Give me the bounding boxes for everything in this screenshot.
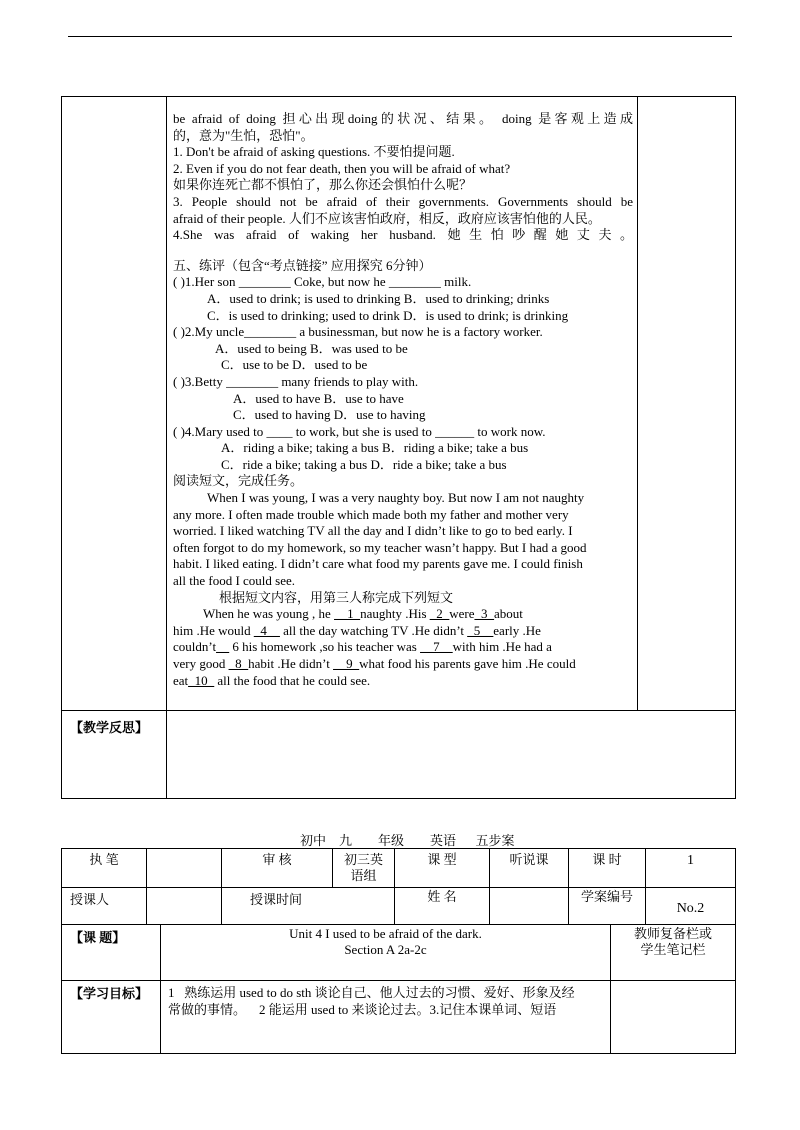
- summary-text: were: [449, 606, 475, 622]
- topic-label: 【课 题】: [70, 930, 126, 945]
- summary-text: about: [494, 606, 523, 622]
- lesson-type-label: 课 型: [427, 852, 457, 867]
- blank-10: _10_: [188, 672, 215, 688]
- example-sentence: afraid of their people. 人们不应该害怕政府，相反，政府应该害怕他的人民。: [173, 210, 601, 226]
- passage-line: all the food I could see.: [173, 573, 296, 589]
- writer-label: 执 笔: [89, 852, 119, 867]
- reading-heading: 阅读短文，完成任务。: [173, 473, 304, 489]
- lesson-info-table: [61, 848, 736, 1054]
- teaching-reflection-label: 【教学反思】: [70, 720, 149, 735]
- passage-line: When I was young, I was a very naughty boy. But now I am not naughty: [207, 490, 585, 506]
- lesson-time-label: 授课时间: [250, 892, 303, 907]
- blank-1: __1_: [334, 606, 361, 622]
- blank-4: _4__: [253, 622, 280, 638]
- passage-line: worried. I liked watching TV all the day and I didn’t like to go to bed early. I: [173, 523, 573, 539]
- summary-line: [173, 639, 633, 656]
- period-label: 课 时: [592, 852, 622, 867]
- example-sentence: 2. Even if you do not fear death, then you will be afraid of what?: [173, 160, 511, 176]
- example-sentence: 1. Don't be afraid of asking questions. 不要怕提问题.: [173, 144, 455, 160]
- example-sentence: 4.She was afraid of waking her husband. 她生怕吵醒她丈夫。: [173, 227, 633, 243]
- review-label: 审 核: [262, 852, 292, 867]
- summary-text: eat: [173, 672, 189, 688]
- name-label: 姓 名: [427, 889, 457, 904]
- table-divider: [62, 924, 735, 925]
- grammar-note: 的，意为"生怕，恐怕"。: [173, 127, 314, 143]
- question: ( )3.Betty ________ many friends to play with.: [173, 373, 419, 389]
- grammar-note: be afraid of doing 担心出现doing的状况、结果。 doing 是客观上造成: [173, 111, 633, 126]
- case-number-label: 学案编号: [580, 889, 633, 904]
- question-options: C．ride a bike; taking a bus D．ride a bike; take a bus: [221, 456, 507, 472]
- question: ( )1.Her son ________ Coke, but now he ________ milk.: [173, 274, 472, 290]
- blank-5: _5__: [467, 622, 494, 638]
- teacher-label: 授课人: [70, 892, 110, 907]
- question-options: A．riding a bike; taking a bus B．riding a bike; take a bus: [221, 440, 529, 456]
- question-options: C．is used to drinking; used to drink D．is used to drink; is drinking: [207, 307, 569, 323]
- lesson-type-value: 听说课: [509, 852, 549, 867]
- table-divider: [637, 97, 638, 710]
- blank-2: _2_: [429, 606, 450, 622]
- topic-section: Section A 2a-2c: [344, 942, 427, 957]
- notes-column-title: 教师复备栏或: [633, 926, 712, 941]
- blank-7: __7__: [420, 639, 453, 655]
- summary-line: [173, 623, 633, 640]
- summary-text: naughty .His: [360, 606, 430, 622]
- learning-goal-text: 常做的事情。 2 能运用 used to 来谈论过去。3.记住本课单词、短语: [168, 1002, 557, 1017]
- question-options: C．use to be D．used to be: [221, 357, 368, 373]
- summary-text: all the food that he could see.: [214, 672, 371, 688]
- question: ( )2.My uncle________ a businessman, but now he is a factory worker.: [173, 324, 543, 340]
- summary-line: [173, 673, 633, 690]
- summary-text: 6 his homework ,so his teacher was: [229, 639, 421, 655]
- section-heading: 五、练评（包含“考点链接” 应用探究 6分钟）: [173, 257, 432, 273]
- passage-line: habit. I liked eating. I didn’t care what food my parents gave me. I could finish: [173, 556, 583, 572]
- task-heading: 根据短文内容，用第三人称完成下列短文: [219, 589, 454, 605]
- blank-6: __: [216, 639, 230, 655]
- summary-text: early .He: [493, 622, 541, 638]
- review-value: 初三英: [343, 852, 383, 867]
- topic-title: Unit 4 I used to be afraid of the dark.: [289, 926, 482, 941]
- header-rule: [68, 36, 732, 37]
- question-options: A．used to have B．use to have: [233, 390, 404, 406]
- summary-line: [173, 606, 633, 623]
- question-options: A．used to being B．was used to be: [215, 340, 408, 356]
- summary-line: [173, 656, 633, 673]
- case-number-value: No.2: [676, 901, 705, 916]
- blank-3: _3_: [474, 606, 495, 622]
- summary-text: couldn’t: [173, 639, 217, 655]
- blank-9: __9_: [333, 656, 360, 671]
- summary-text: very good: [173, 656, 229, 671]
- passage-line: any more. I often made trouble which made both my father and mother very: [173, 506, 569, 522]
- review-value: 语组: [350, 868, 377, 883]
- lesson-content: [173, 111, 633, 689]
- lesson-table-upper: [61, 96, 736, 799]
- learning-goal-text: 1 熟练运用 used to do sth 谈论自己、他人过去的习惯、爱好、形象及经: [168, 985, 575, 1000]
- notes-column-title: 学生笔记栏: [640, 942, 706, 957]
- summary-text: him .He would: [173, 622, 254, 638]
- summary-text: what food his parents gave him .He could: [359, 656, 576, 671]
- table-divider: [62, 887, 735, 888]
- summary-text: When he was young , he: [203, 606, 335, 622]
- passage-line: often forgot to do my homework, so my teacher wasn’t happy. But I had a good: [173, 539, 587, 555]
- example-translation: 如果你连死亡都不惧怕了，那么你还会惧怕什么呢？: [173, 177, 473, 193]
- example-sentence: 3. People should not be afraid of their governments. Governments should be: [173, 193, 633, 209]
- period-value: 1: [687, 853, 694, 868]
- summary-text: with him .He had a: [452, 639, 552, 655]
- table-divider: [146, 849, 147, 924]
- page-subtitle: 初中 九 年级 英语 五步案: [300, 833, 515, 848]
- table-divider: [62, 980, 735, 981]
- table-divider: [62, 710, 735, 711]
- summary-text: habit .He didn’t: [248, 656, 334, 671]
- summary-text: all the day watching TV .He didn’t: [279, 622, 468, 638]
- question-options: C．used to having D．use to having: [233, 407, 426, 423]
- table-divider: [166, 97, 167, 798]
- learning-goal-label: 【学习目标】: [70, 986, 149, 1001]
- blank-8: _8_: [228, 656, 249, 671]
- question: ( )4.Mary used to ____ to work, but she is used to ______ to work now.: [173, 423, 546, 439]
- question-options: A．used to drink; is used to drinking B．used to drinking; drinks: [207, 290, 550, 306]
